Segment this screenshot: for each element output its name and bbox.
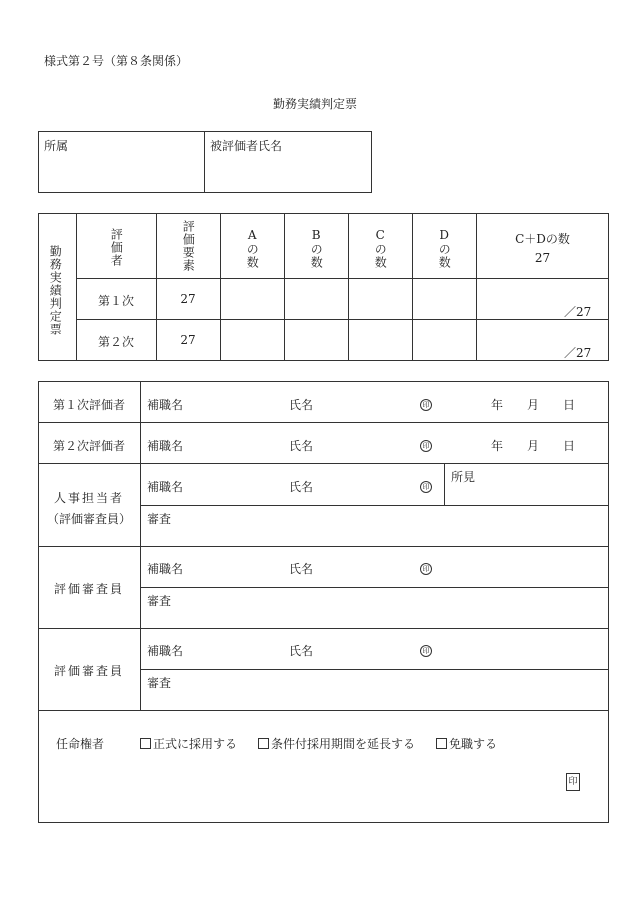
hr-officer-seal [420,478,432,493]
col-b-count: Bの数 [309,228,324,269]
option-extend-period[interactable]: 条件付採用期間を延長する [258,735,415,752]
seal-icon: 印 [420,645,432,657]
form-number: 様式第２号（第８条関係） [44,54,189,68]
col-cd-count: C＋Dの数 [515,232,570,246]
first-evaluator-post-label: 補職名 [147,398,184,412]
row-second-elements: 27 [180,333,196,347]
col-elements: 評価要素 [181,220,196,272]
second-evaluator-name-label: 氏名 [289,439,314,453]
checkbox-icon[interactable] [258,738,269,749]
reviewer-1-seal [420,560,432,575]
form-title: 勤務実績判定票 [272,97,357,111]
hr-officer-name-label: 氏名 [289,480,314,494]
second-evaluator-day: 日 [563,439,576,453]
col-d-count: Dの数 [437,228,452,269]
col-evaluator: 評価者 [109,228,124,267]
first-evaluator-year: 年 [491,398,504,412]
cd-total: 27 [534,251,551,265]
appointer-seal-icon: 印 [566,773,580,791]
reviewer-1-name-label: 氏名 [289,562,314,576]
second-evaluator-label: 第２次評価者 [52,439,125,453]
option-dismissal[interactable]: 免職する [436,735,497,752]
first-evaluator-label: 第１次評価者 [52,398,125,412]
second-evaluator-post-label: 補職名 [147,439,184,453]
seal-icon: 印 [420,440,432,452]
second-evaluator-year: 年 [491,439,504,453]
row-first-cd-ratio: ／27 [564,305,592,319]
first-evaluator-day: 日 [563,398,576,412]
seal-icon: 印 [420,563,432,575]
seal-icon: 印 [420,399,432,411]
second-evaluator-seal [420,437,432,452]
hr-officer-label: 人事担当者 [53,491,124,505]
row-first-elements: 27 [180,292,196,306]
row-second-label: 第２次 [97,335,134,349]
checkbox-icon[interactable] [436,738,447,749]
checkbox-icon[interactable] [140,738,151,749]
evaluatee-name-label: 被評価者氏名 [210,139,283,153]
affiliation-label: 所属 [44,139,69,153]
reviewer-2-post-label: 補職名 [147,644,184,658]
reviewer-1-label: 評価審査員 [53,582,124,596]
first-evaluator-seal [420,396,432,411]
reviewer-1-review-label: 審査 [147,594,172,608]
col-a-count: Aの数 [245,228,260,269]
hr-officer-post-label: 補職名 [147,480,184,494]
option-formal-adoption[interactable]: 正式に採用する [140,735,237,752]
seal-icon: 印 [420,481,432,493]
row-second-cd-ratio: ／27 [564,346,592,360]
reviewer-1-post-label: 補職名 [147,562,184,576]
hr-officer-review-label: 審査 [147,512,172,526]
reviewer-2-name-label: 氏名 [289,644,314,658]
reviewer-2-seal [420,642,432,657]
reviewer-2-review-label: 審査 [147,676,172,690]
hr-officer-sublabel: （評価審査員） [46,512,131,526]
first-evaluator-month: 月 [527,398,540,412]
first-evaluator-name-label: 氏名 [289,398,314,412]
info-box [38,131,372,193]
appointer-label: 任命権者 [56,737,105,751]
second-evaluator-month: 月 [527,439,540,453]
reviewer-2-label: 評価審査員 [53,664,124,678]
info-divider [204,131,205,193]
hr-officer-opinion-label: 所見 [451,470,476,484]
grade-table-side-label: 勤務実績判定票 [48,245,63,336]
row-first-label: 第１次 [97,294,134,308]
col-c-count: Cの数 [373,228,388,269]
